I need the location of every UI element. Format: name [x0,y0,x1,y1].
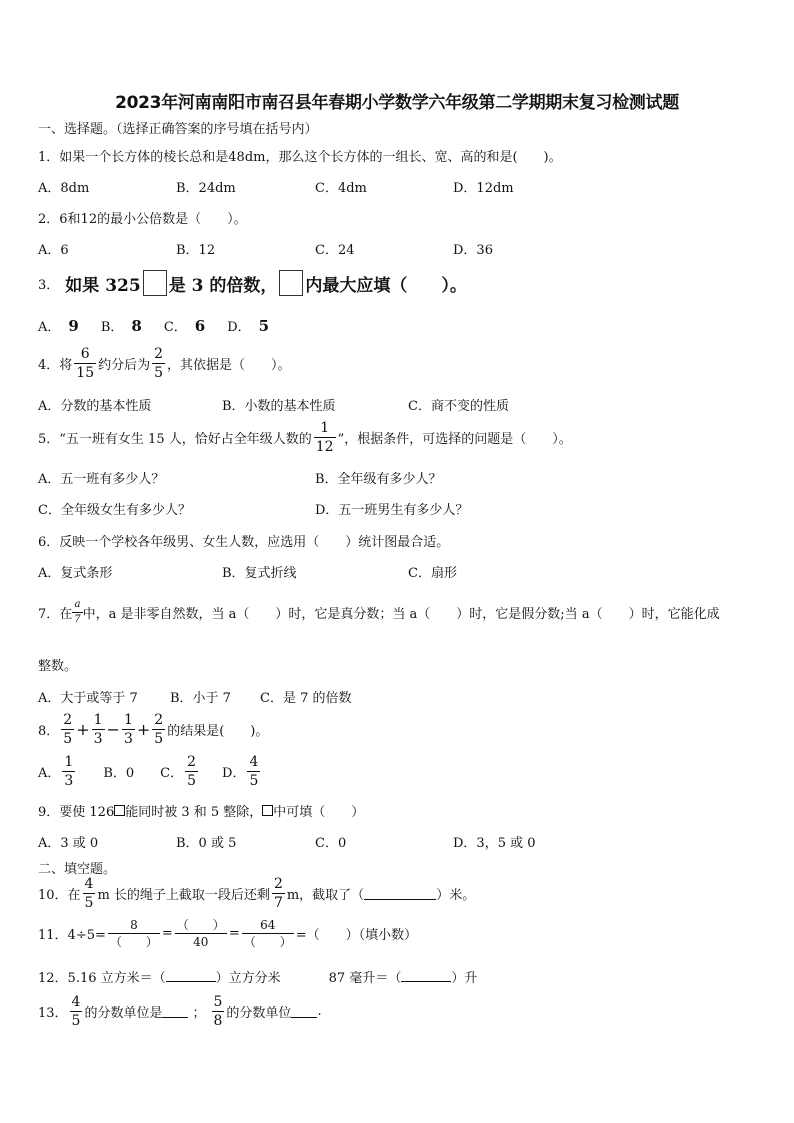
q11-equals-1: = [161,926,173,941]
section-fill-heading: 二、填空题。 [38,862,117,877]
q7-text-post: 中，a 是非零自然数，当 a（ ）时，它是真分数；当 a（ ）时，它是假分数;当 a（ ）时，它能化成 [82,607,720,622]
q8-options [38,755,262,788]
q11-f2-denominator: 40 [193,935,209,949]
q11-fraction-1 [108,919,160,948]
q10-f2-numerator: 2 [273,876,283,892]
q4-fraction-2 [152,347,165,380]
q9-option-c: C．0 [315,836,347,851]
question-10 [38,877,475,910]
q5-text-post: ”，根据条件，可选择的问题是（ ）。 [337,432,572,447]
q8-f1-numerator: 2 [63,712,73,728]
q8-f2-numerator: 1 [93,712,103,728]
q3-option-a-label: A． [38,320,61,335]
q8-option-a-fraction [62,755,75,788]
q4-text-post: ，其依据是（ ）。 [167,358,291,373]
q7-option-b: B．小于 7 [170,691,231,706]
q8-fraction-3 [122,713,135,746]
q10-f2-denominator: 7 [273,895,283,911]
q13-f2-numerator: 5 [213,994,223,1010]
q1-option-c: C．4dm [315,181,367,196]
q5-fraction [314,421,336,454]
question-5 [38,421,572,454]
q3-option-d-value: 5 [258,317,270,335]
q3-option-b-value: 8 [131,317,142,335]
q6-option-c: C．扇形 [408,566,457,581]
q11-f1-numerator: 8 [130,918,138,932]
q3-option-b-label: B． [100,320,124,335]
q13-blank-2 [291,1005,317,1018]
q9-option-d: D．3，5 或 0 [453,836,536,851]
q5-option-b: B．全年级有多少人？ [315,472,442,487]
q4-option-b: B．小数的基本性质 [222,399,336,414]
q9-digit-box-1 [114,805,125,816]
q8-f3-numerator: 1 [123,712,133,728]
q13-blank-1 [162,1005,188,1018]
q3-option-d-label: D． [227,320,251,335]
question-1: 1．如果一个长方体的棱长总和是48dm，那么这个长方体的一组长、宽、高的和是( )。 [38,150,562,165]
q13-f2-denominator: 8 [213,1013,223,1029]
q3-options [38,316,269,335]
q8-option-a-numerator: 1 [64,754,74,770]
q11-text-pre: 11．4÷5= [38,928,106,943]
q13-separator: ； [192,1006,206,1021]
q10-f1-numerator: 4 [84,876,94,892]
q12-part-b: ）立方分米 [215,971,281,986]
q11-equals-2: = [228,926,240,941]
q5-option-c: C．全年级女生有多少人？ [38,503,191,518]
q13-number: 13． [38,1006,68,1021]
q4-f2-denominator: 5 [154,365,164,381]
q12-blank-2 [401,969,451,982]
q7-denominator: 7 [74,614,81,625]
q9-text-post: 中可填（ ） [273,805,365,820]
q2-option-c: C．24 [315,243,355,258]
q8-option-c-numerator: 2 [187,754,197,770]
q4-f1-numerator: 6 [80,346,90,362]
q1-option-a: A．8dm [38,181,90,196]
q10-fraction-1 [83,877,96,910]
q8-f2-denominator: 3 [93,731,103,747]
q9-option-a: A．3 或 0 [38,836,99,851]
q10-text-post-2: ）米。 [436,888,476,903]
q1-option-d: D．12dm [453,181,514,196]
q5-option-a: A．五一班有多少人？ [38,472,165,487]
page-title: 2023年河南南阳市南召县年春期小学数学六年级第二学期期末复习检测试题 [115,93,679,113]
q12-part-d: ）升 [451,971,478,986]
q3-text-3: 内最大应填（ ）。 [305,275,467,296]
q12-blank-1 [166,969,216,982]
q4-fraction-1 [74,347,96,380]
q8-operator-3: + [136,720,151,739]
q3-digit-box-2 [279,270,303,296]
q8-option-d-denominator: 5 [249,773,259,789]
q3-text-1: 如果 325 [65,275,141,296]
q11-f1-denominator: （ ） [109,935,158,949]
q5-option-d: D．五一班男生有多少人？ [315,503,469,518]
q4-f2-numerator: 2 [154,346,164,362]
q8-option-c-label: C． [160,766,184,781]
q3-digit-box-1 [143,270,167,296]
q7-numerator: a [74,599,81,610]
q8-option-b: B．0 [103,766,135,781]
q8-fraction-2 [92,713,105,746]
q8-f4-numerator: 2 [154,712,164,728]
q8-option-d-label: D． [222,766,246,781]
q7-fraction [72,600,82,625]
q8-option-a-label: A． [38,766,61,781]
q6-option-a: A．复式条形 [38,566,113,581]
q8-option-d-fraction [247,755,260,788]
q4-option-c: C．商不变的性质 [408,399,509,414]
q8-f1-denominator: 5 [63,731,73,747]
q5-numerator: 1 [320,420,330,436]
q9-text-mid: 能同时被 3 和 5 整除， [125,805,263,820]
question-8 [38,713,268,746]
q7-text-line2: 整数。 [38,659,78,674]
q13-f1-numerator: 4 [71,994,81,1010]
q11-f2-numerator: （ ） [176,918,225,932]
q11-text-post: =（ ）（填小数） [295,928,418,943]
question-13 [38,995,322,1028]
q12-part-a: 12．5.16 立方米＝（ [38,971,166,986]
q13-text-mid: 的分数单位是 [84,1006,163,1021]
q13-fraction-2 [212,995,225,1028]
q4-option-a: A．分数的基本性质 [38,399,152,414]
q5-text-pre: 5．“五一班有女生 15 人，恰好占全年级人数的 [38,432,312,447]
q6-option-b: B．复式折线 [222,566,297,581]
q8-option-a-denominator: 3 [64,773,74,789]
q9-text-pre: 9．要使 126 [38,805,115,820]
q13-text-end: . [317,1004,322,1019]
q11-fraction-3 [242,919,294,948]
q3-text-2: 是 3 的倍数， [168,275,278,296]
q10-answer-blank [364,887,436,900]
q10-text-pre: 10．在 [38,888,81,903]
q11-fraction-2 [175,919,227,948]
q8-operator-1: + [76,720,90,739]
q3-option-a-value: 9 [68,317,79,335]
q7-option-a: A．大于或等于 7 [38,691,138,706]
q8-option-d-numerator: 4 [249,754,259,770]
q4-text-pre: 4．将 [38,358,73,373]
q4-f1-denominator: 15 [76,365,95,381]
q3-option-c-label: C． [163,320,187,335]
question-4 [38,347,291,380]
q13-fraction-1 [70,995,83,1028]
q1-option-b: B．24dm [176,181,236,196]
section-choice-heading: 一、选择题。（选择正确答案的序号填在括号内） [38,122,318,137]
q8-option-c-denominator: 5 [187,773,197,789]
q4-text-mid: 约分后为 [98,358,151,373]
q5-denominator: 12 [315,439,334,455]
q9-option-b: B．0 或 5 [176,836,237,851]
q8-text-post: 的结果是( )。 [167,724,269,739]
q2-option-d: D．36 [453,243,493,258]
q13-f1-denominator: 5 [71,1013,81,1029]
q11-f3-numerator: 64 [260,918,276,932]
q10-f1-denominator: 5 [84,895,94,911]
q12-part-c: 87 毫升＝（ [328,971,402,986]
q8-f3-denominator: 3 [123,731,133,747]
q8-fraction-1 [61,713,74,746]
q10-text-mid: m 长的绳子上截取一段后还剩 [97,888,270,903]
q8-operator-2: − [106,720,120,739]
q9-digit-box-2 [262,805,273,816]
q10-fraction-2 [272,877,285,910]
q8-number: 8． [38,724,60,739]
question-2: 2．6和12的最小公倍数是（ ）。 [38,212,247,227]
question-7 [38,600,720,625]
q8-fraction-4 [152,713,165,746]
q8-option-c-fraction [185,755,198,788]
q2-option-a: A．6 [38,243,69,258]
q10-text-post-1: m，截取了（ [286,888,365,903]
q3-number: 3． [38,277,60,293]
q13-text-post: 的分数单位 [226,1006,292,1021]
question-11 [38,919,417,948]
q8-f4-denominator: 5 [154,731,164,747]
q3-option-c-value: 6 [194,317,206,335]
question-9 [38,801,364,820]
question-3 [38,270,467,296]
question-12 [38,967,477,986]
q7-option-c: C．是 7 的倍数 [260,691,352,706]
q7-text-pre: 7．在 [38,607,73,622]
question-6: 6．反映一个学校各年级男、女生人数，应选用（ ）统计图最合适。 [38,535,450,550]
q2-option-b: B．12 [176,243,216,258]
q11-f3-denominator: （ ） [243,935,292,949]
